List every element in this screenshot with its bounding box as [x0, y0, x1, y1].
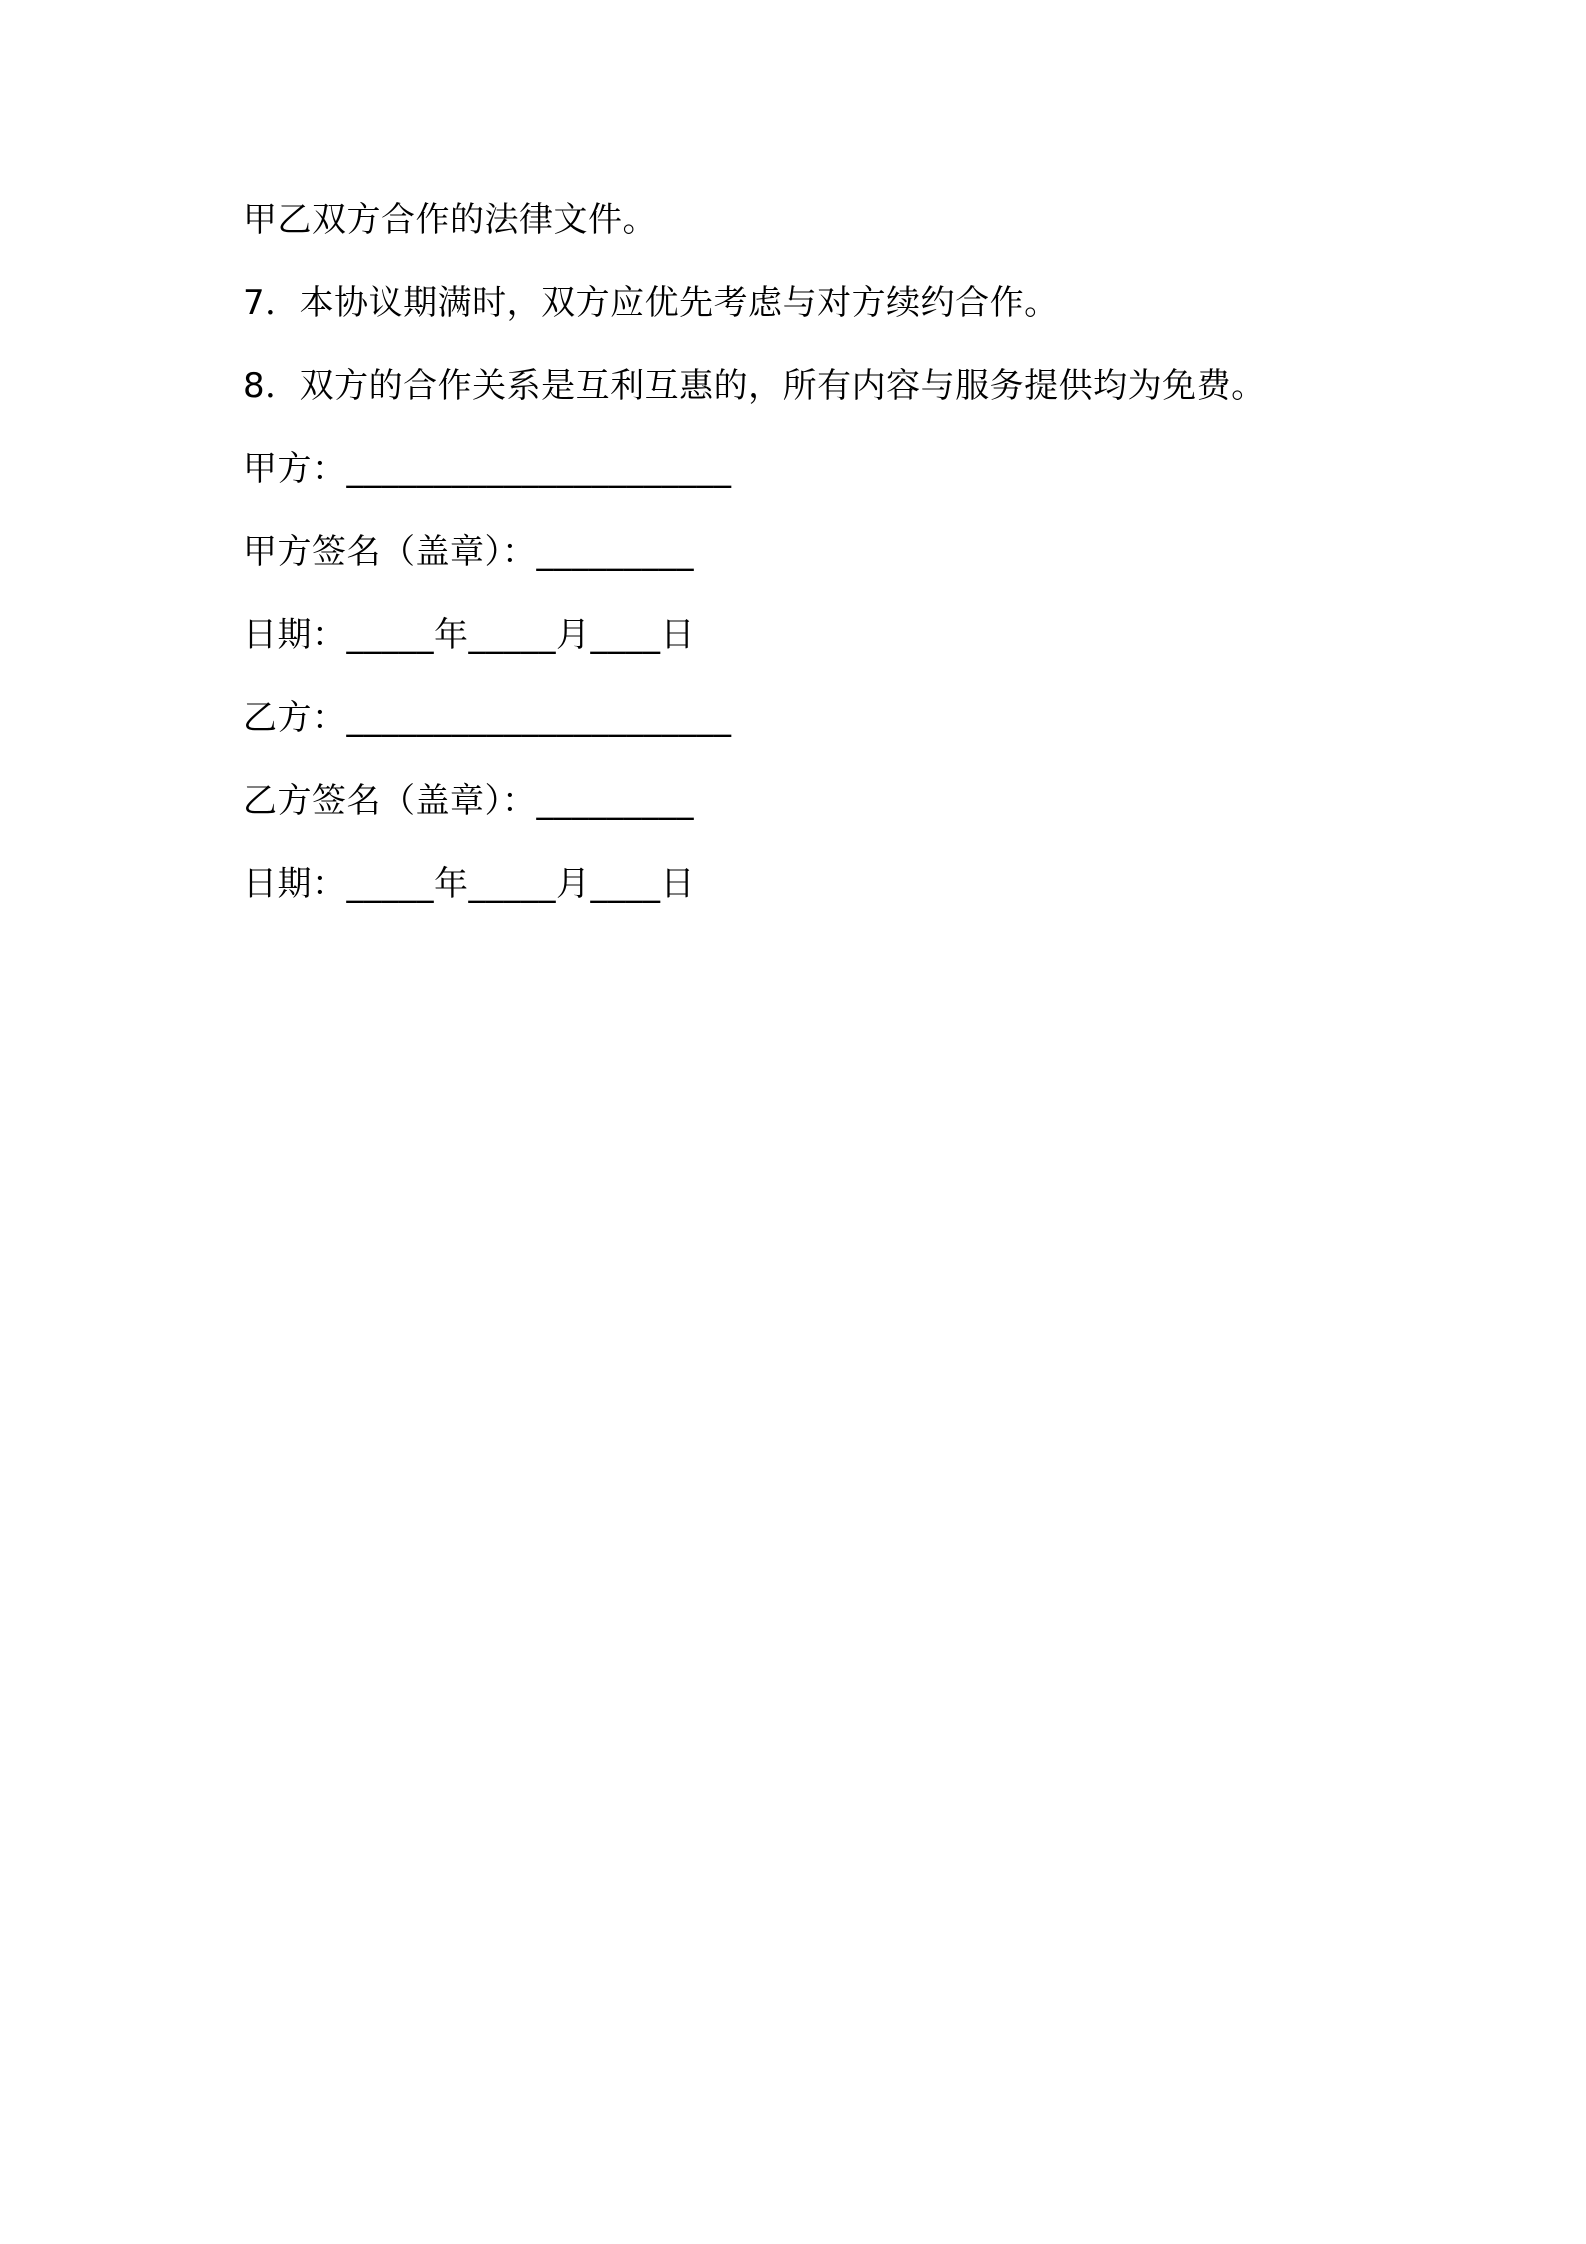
document-body [243, 196, 1393, 943]
party-b-date-field: 日期：_____年_____月____日 [243, 864, 695, 904]
party-a-signature-field: 甲方签名（盖章）：_________ [243, 532, 694, 572]
clause-7: 7．本协议期满时，双方应优先考虑与对方续约合作。 [243, 283, 1059, 323]
party-b-field: 乙方：______________________ [243, 698, 732, 738]
paragraph-continuation: 甲乙双方合作的法律文件。 [243, 200, 657, 240]
party-b-signature-field: 乙方签名（盖章）：_________ [243, 781, 694, 821]
party-a-field: 甲方：______________________ [243, 449, 732, 489]
clause-8: 8．双方的合作关系是互利互惠的，所有内容与服务提供均为免费。 [243, 366, 1266, 406]
party-a-date-field: 日期：_____年_____月____日 [243, 615, 695, 655]
